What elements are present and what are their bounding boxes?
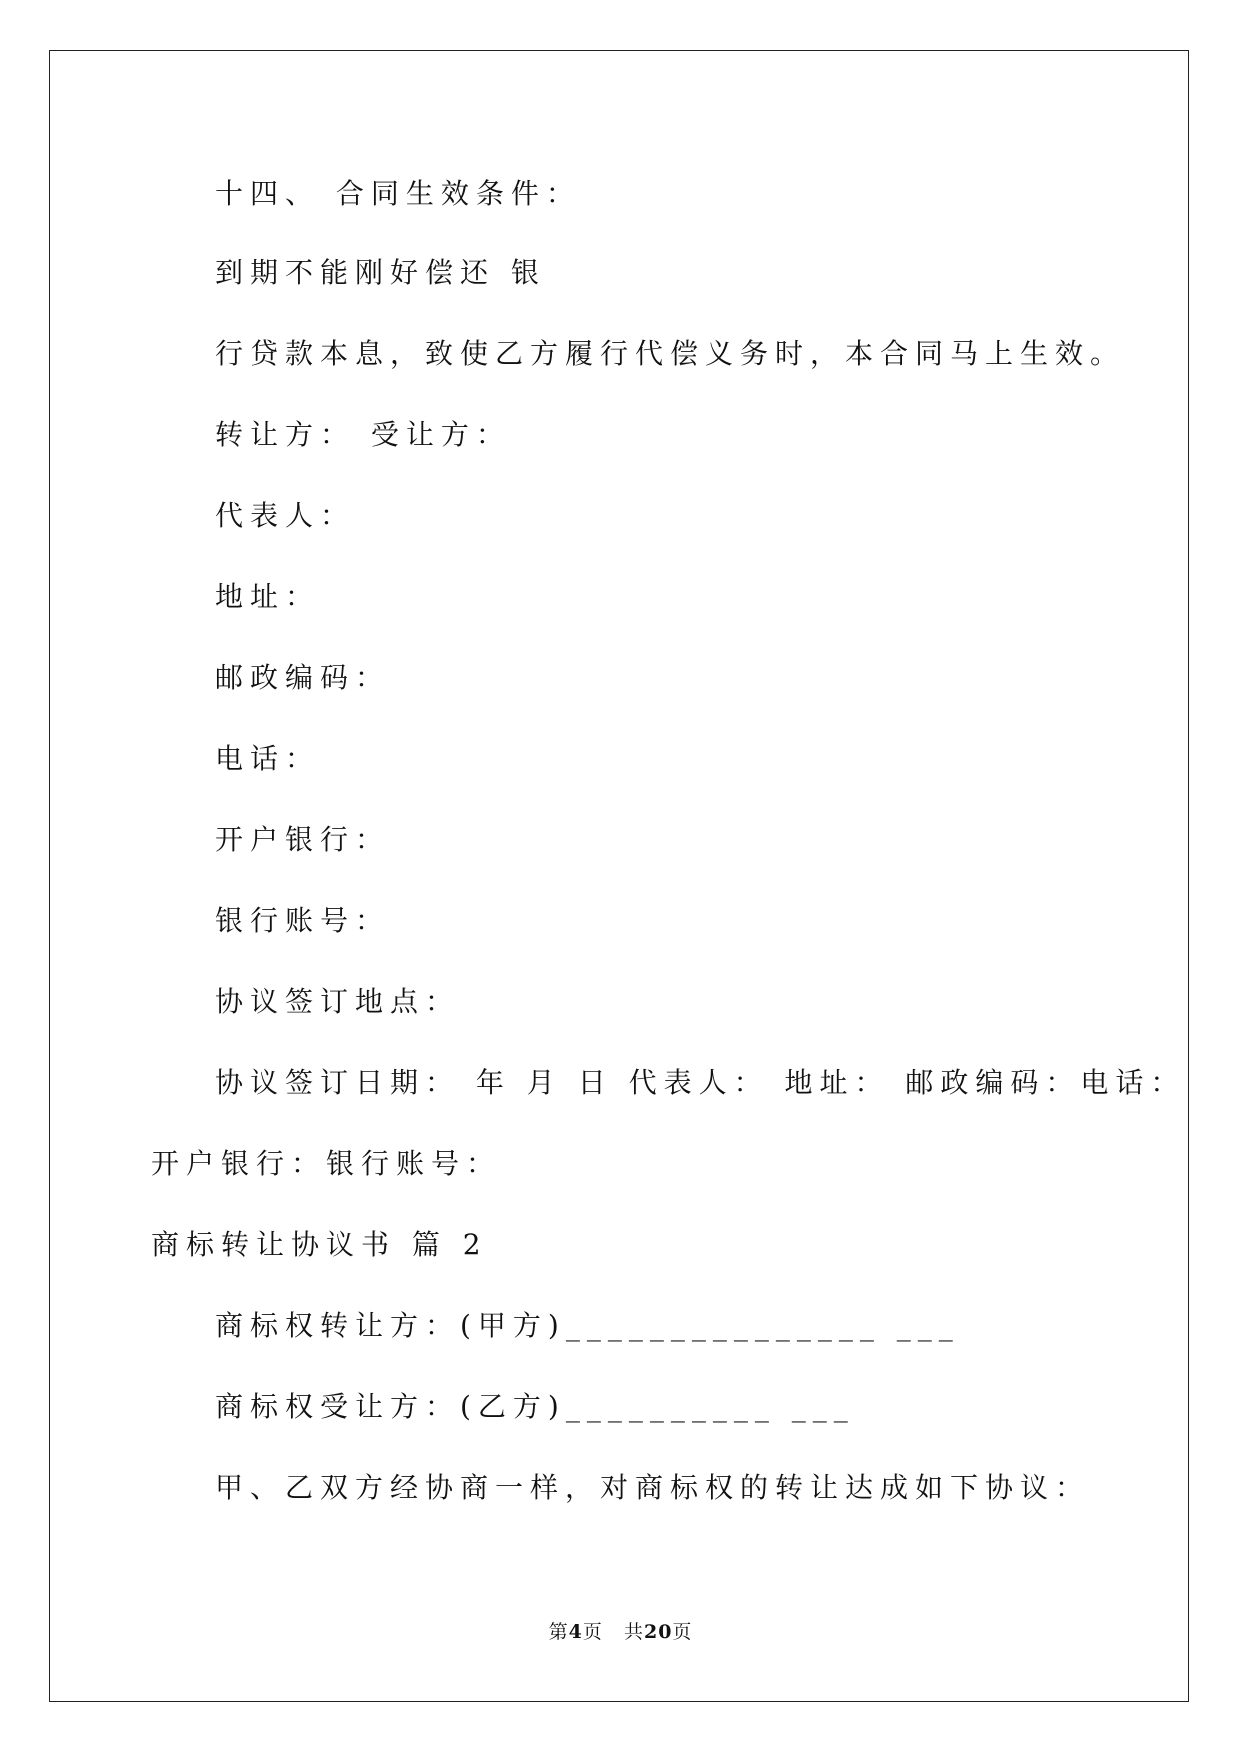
signature-field-parties: 转让方： 受让方：	[215, 418, 511, 451]
signature-field-account: 银行账号：	[215, 904, 391, 937]
signature-field-bank: 开户银行：	[215, 823, 391, 856]
signature-field-date: 协议签订日期： 年 月 日 代表人： 地址： 邮政编码：电话：	[215, 1066, 1186, 1099]
signature-field-phone: 电话：	[215, 742, 321, 775]
total-pages: 20	[643, 1621, 673, 1643]
signature-field-address: 地址：	[215, 580, 321, 613]
transferor-line: 商标权转让方：(甲方)_______________ ___	[215, 1309, 960, 1342]
signature-field-postcode: 邮政编码：	[215, 661, 391, 694]
section-heading: 十四、 合同生效条件：	[215, 177, 581, 210]
page-number: 4	[568, 1621, 583, 1643]
page-suffix: 页	[582, 1621, 603, 1643]
paragraph: 甲、乙双方经协商一样，对商标权的转让达成如下协议：	[215, 1471, 1091, 1504]
transferee-line: 商标权受让方：(乙方)__________ ___	[215, 1390, 855, 1423]
paragraph: 行贷款本息，致使乙方履行代偿义务时，本合同马上生效。	[215, 337, 1126, 370]
total-suffix: 页	[672, 1621, 693, 1643]
signature-field-representative: 代表人：	[215, 499, 356, 532]
signature-field-bank-account: 开户银行：银行账号：	[151, 1147, 502, 1180]
page-footer	[0, 1620, 1241, 1644]
signature-field-place: 协议签订地点：	[215, 985, 461, 1018]
page-prefix: 第	[548, 1621, 569, 1643]
page-border	[49, 50, 1189, 1702]
paragraph: 到期不能刚好偿还 银	[215, 256, 546, 289]
document-section-title: 商标转让协议书 篇 2	[151, 1228, 488, 1261]
total-prefix: 共	[623, 1621, 644, 1643]
